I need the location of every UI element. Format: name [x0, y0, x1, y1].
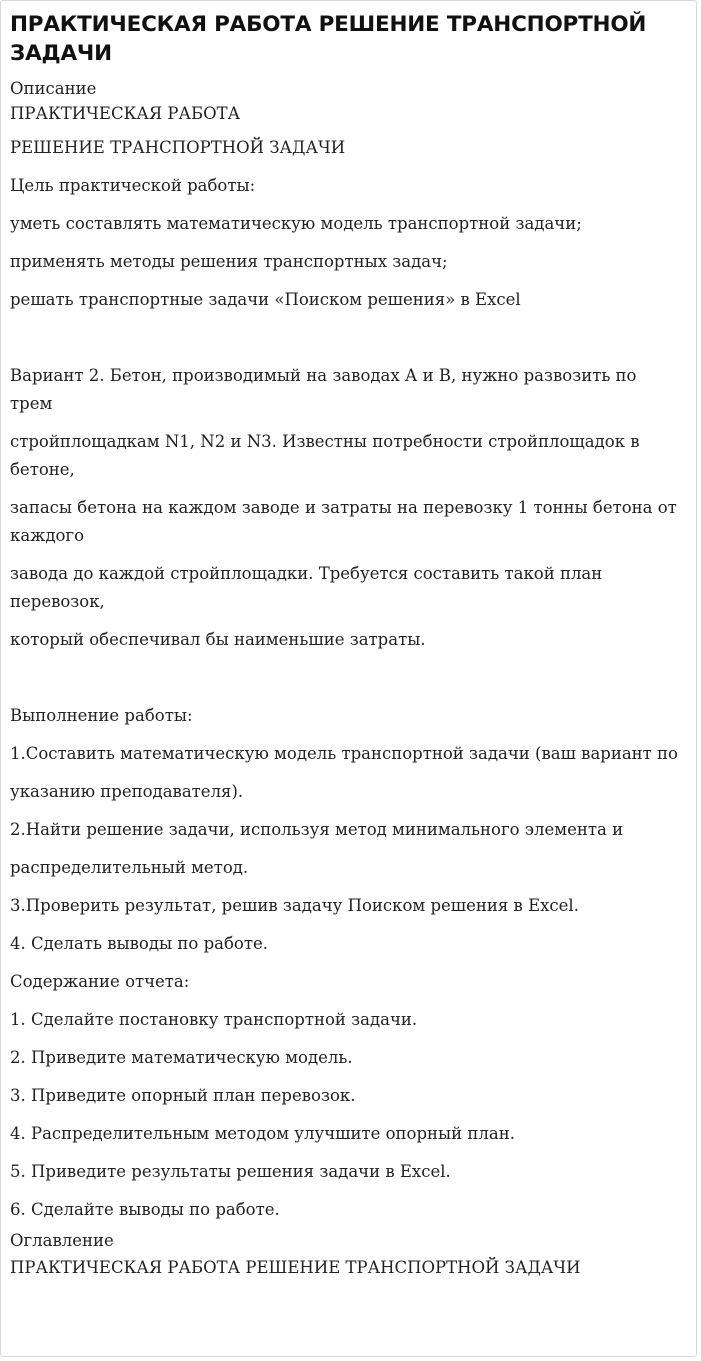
paragraph: указанию преподавателя).	[10, 782, 244, 801]
paragraph: Вариант 2. Бетон, производимый на заводах А и В, нужно развозить по трем	[10, 366, 637, 413]
paragraph: запасы бетона на каждом заводе и затраты на перевозку 1 тонны бетона от каждого	[10, 498, 677, 545]
paragraph: 6. Сделайте выводы по работе.	[10, 1200, 280, 1219]
paragraph: 1.Составить математическую модель транспортной задачи (ваш вариант по	[10, 744, 678, 763]
paragraph: 3.Проверить результат, решив задачу Поиском решения в Excel.	[10, 896, 579, 915]
paragraph: Содержание отчета:	[10, 972, 190, 991]
page-title: ПРАКТИЧЕСКАЯ РАБОТА РЕШЕНИЕ ТРАНСПОРТНОЙ ЗАДАЧИ	[10, 12, 647, 66]
paragraph: завода до каждой стройплощадки. Требуется составить такой план перевозок,	[10, 564, 603, 611]
paragraph: который обеспечивал бы наименьшие затраты.	[10, 630, 426, 649]
paragraph: Выполнение работы:	[10, 706, 193, 725]
paragraph: применять методы решения транспортных задач;	[10, 252, 448, 271]
paragraph: 5. Приведите результаты решения задачи в Excel.	[10, 1162, 451, 1181]
paragraph: 2. Приведите математическую модель.	[10, 1048, 353, 1067]
paragraph: РЕШЕНИЕ ТРАНСПОРТНОЙ ЗАДАЧИ	[10, 138, 346, 157]
paragraph: 3. Приведите опорный план перевозок.	[10, 1086, 356, 1105]
empty-paragraph	[10, 664, 684, 692]
paragraph: 1. Сделайте постановку транспортной задачи.	[10, 1010, 418, 1029]
description-label: Описание	[10, 79, 97, 98]
paragraph: распределительный метод.	[10, 858, 249, 877]
paragraph: уметь составлять математическую модель транспортной задачи;	[10, 214, 582, 233]
toc-item[interactable]: ПРАКТИЧЕСКАЯ РАБОТА РЕШЕНИЕ ТРАНСПОРТНОЙ ЗАДАЧИ	[10, 1258, 581, 1277]
paragraph: 2.Найти решение задачи, используя метод минимального элемента и	[10, 820, 624, 839]
paragraph: Цель практической работы:	[10, 176, 256, 195]
description-body	[10, 100, 684, 1224]
paragraph: 4. Сделать выводы по работе.	[10, 934, 268, 953]
toc-label: Оглавление	[10, 1231, 114, 1250]
empty-paragraph	[10, 324, 684, 352]
paragraph: ПРАКТИЧЕСКАЯ РАБОТА	[10, 104, 241, 123]
paragraph: решать транспортные задачи «Поиском решения» в Excel	[10, 290, 521, 309]
paragraph: стройплощадкам N1, N2 и N3. Известны потребности стройплощадок в бетоне,	[10, 432, 640, 479]
paragraph: 4. Распределительным методом улучшите опорный план.	[10, 1124, 515, 1143]
